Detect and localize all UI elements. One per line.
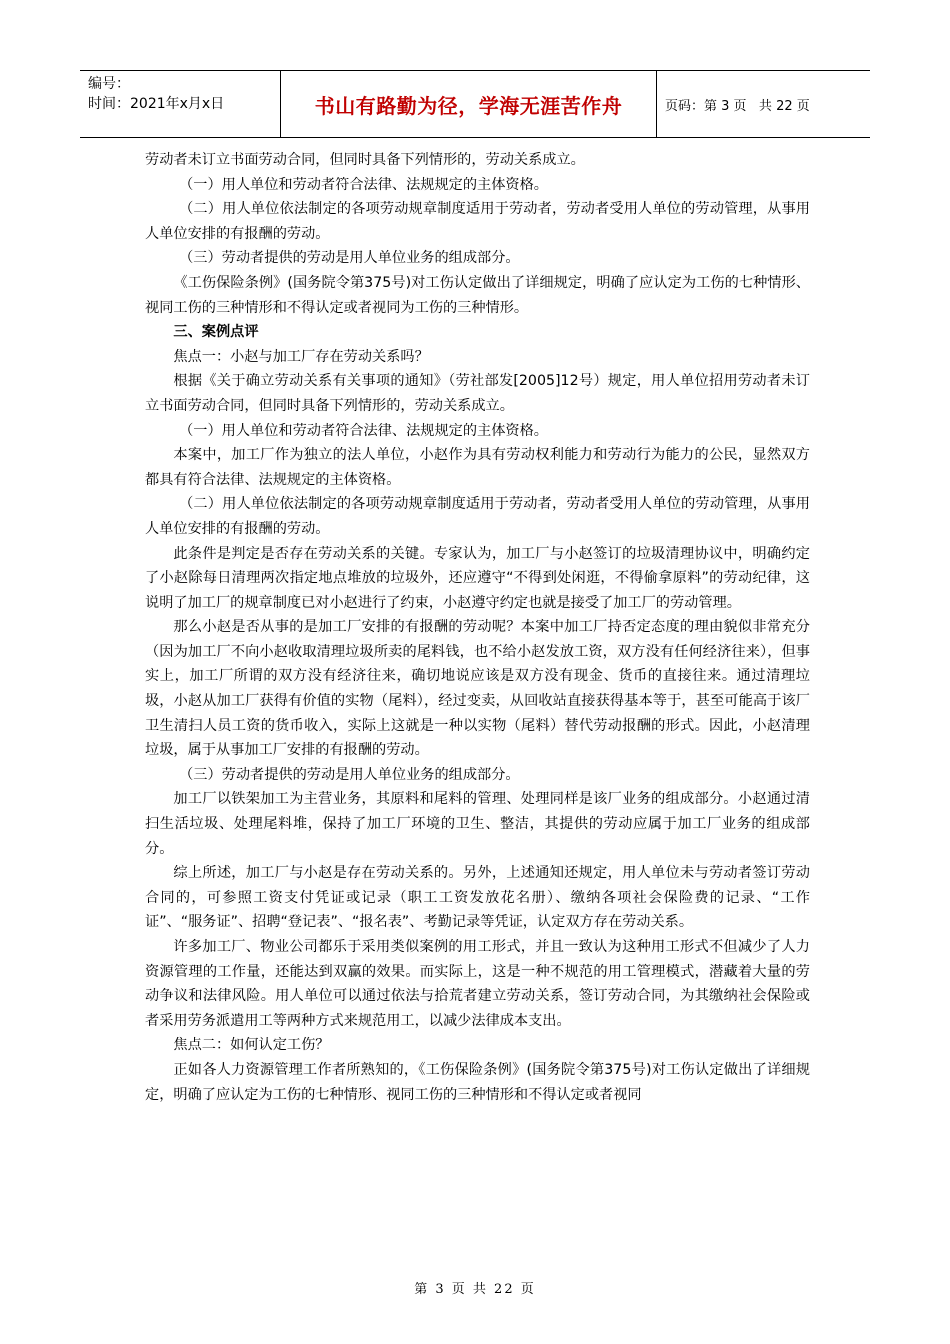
body-paragraph: 焦点二：如何认定工伤？ [173, 1037, 330, 1054]
body-paragraph: 正如各人力资源管理工作者所熟知的，《工伤保险条例》(国务院令第375号)对工伤认定做出了详细规定，明确了应认定为工伤的七种情形、视同工伤的三种情形和不得认定或者视同 [145, 1061, 810, 1103]
header-motto: 书山有路勤为径，学海无涯苦作舟 [281, 71, 657, 137]
document-date-label: 时间：2021年x月x日 [88, 96, 225, 112]
body-paragraph: 根据《关于确立劳动关系有关事项的通知》（劳社部发[2005]12号）规定，用人单位招用劳动者未订立书面劳动合同，但同时具备下列情形的，劳动关系成立。 [145, 373, 810, 414]
body-paragraph: （一）用人单位和劳动者符合法律、法规规定的主体资格。 [179, 176, 548, 193]
page-footer: 第 3 页 共 22 页 [414, 1282, 536, 1297]
document-number-label: 编号： [88, 76, 130, 92]
body-paragraph: （二）用人单位依法制定的各项劳动规章制度适用于劳动者，劳动者受用人单位的劳动管理，从事用人单位安排的有报酬的劳动。 [145, 496, 810, 537]
body-paragraph: 《工伤保险条例》(国务院令第375号)对工伤认定做出了详细规定，明确了应认定为工伤的七种情形、视同工伤的三种情形和不得认定或者视同为工伤的三种情形。 [145, 274, 810, 316]
header-page-number: 页码：第 3 页 共 22 页 [665, 98, 810, 114]
body-paragraph: （三）劳动者提供的劳动是用人单位业务的组成部分。 [179, 766, 520, 783]
document-body [145, 148, 810, 1107]
header-meta [80, 71, 281, 137]
body-paragraph: 那么小赵是否从事的是加工厂安排的有报酬的劳动呢？本案中加工厂持否定态度的理由貌似非常充分（因为加工厂不向小赵收取清理垃圾所卖的尾料钱，也不给小赵发放工资，双方没有任何经济往来），但事实上，加工厂所谓的双方没有经济往来，确切地说应该是双方没有现金、货币的直接往来。通过清理垃圾，小赵从加工厂获得有价值的实物（尾料），经过变卖，从回收站直接获得基本等于，甚至可能高于该厂卫生清扫人员工资的货币收入，实际上这就是一种以实物（尾料）替代劳动报酬的形式。因此，小赵清理垃圾，属于从事加工厂安排的有报酬的劳动。 [145, 619, 810, 759]
section-heading: 三、案例点评 [173, 324, 259, 341]
page-header [80, 70, 870, 138]
body-paragraph: 劳动者未订立书面劳动合同，但同时具备下列情形的，劳动关系成立。 [145, 152, 585, 168]
body-paragraph: 许多加工厂、物业公司都乐于采用类似案例的用工形式，并且一致认为这种用工形式不但减少了人力资源管理的工作量，还能达到双赢的效果。而实际上，这是一种不规范的用工管理模式，潜藏着大量的劳动争议和法律风险。用人单位可以通过依法与拾荒者建立劳动关系，签订劳动合同，为其缴纳社会保险或者采用劳务派遣用工等两种方式来规范用工，以减少法律成本支出。 [145, 939, 810, 1029]
body-paragraph: （一）用人单位和劳动者符合法律、法规规定的主体资格。 [179, 422, 548, 439]
body-paragraph: 加工厂以铁架加工为主营业务，其原料和尾料的管理、处理同样是该厂业务的组成部分。小赵通过清扫生活垃圾、处理尾料堆，保持了加工厂环境的卫生、整洁，其提供的劳动应属于加工厂业务的组成部分。 [145, 791, 810, 857]
body-paragraph: 焦点一：小赵与加工厂存在劳动关系吗？ [173, 348, 429, 365]
body-paragraph: 此条件是判定是否存在劳动关系的关键。专家认为，加工厂与小赵签订的垃圾清理协议中，明确约定了小赵除每日清理两次指定地点堆放的垃圾外，还应遵守“不得到处闲逛，不得偷拿原料”的劳动纪律，这说明了加工厂的规章制度已对小赵进行了约束，小赵遵守约定也就是接受了加工厂的劳动管理。 [145, 545, 810, 611]
body-paragraph: 本案中，加工厂作为独立的法人单位，小赵作为具有劳动权利能力和劳动行为能力的公民，显然双方都具有符合法律、法规规定的主体资格。 [145, 447, 810, 488]
body-paragraph: （三）劳动者提供的劳动是用人单位业务的组成部分。 [179, 250, 520, 267]
body-paragraph: （二）用人单位依法制定的各项劳动规章制度适用于劳动者，劳动者受用人单位的劳动管理，从事用人单位安排的有报酬的劳动。 [145, 201, 810, 242]
body-paragraph: 综上所述，加工厂与小赵是存在劳动关系的。另外，上述通知还规定，用人单位未与劳动者签订劳动合同的，可参照工资支付凭证或记录（职工工资发放花名册）、缴纳各项社会保险费的记录、“工作证”、“服务证”、招聘“登记表”、“报名表”、考勤记录等凭证，认定双方存在劳动关系。 [145, 865, 810, 931]
